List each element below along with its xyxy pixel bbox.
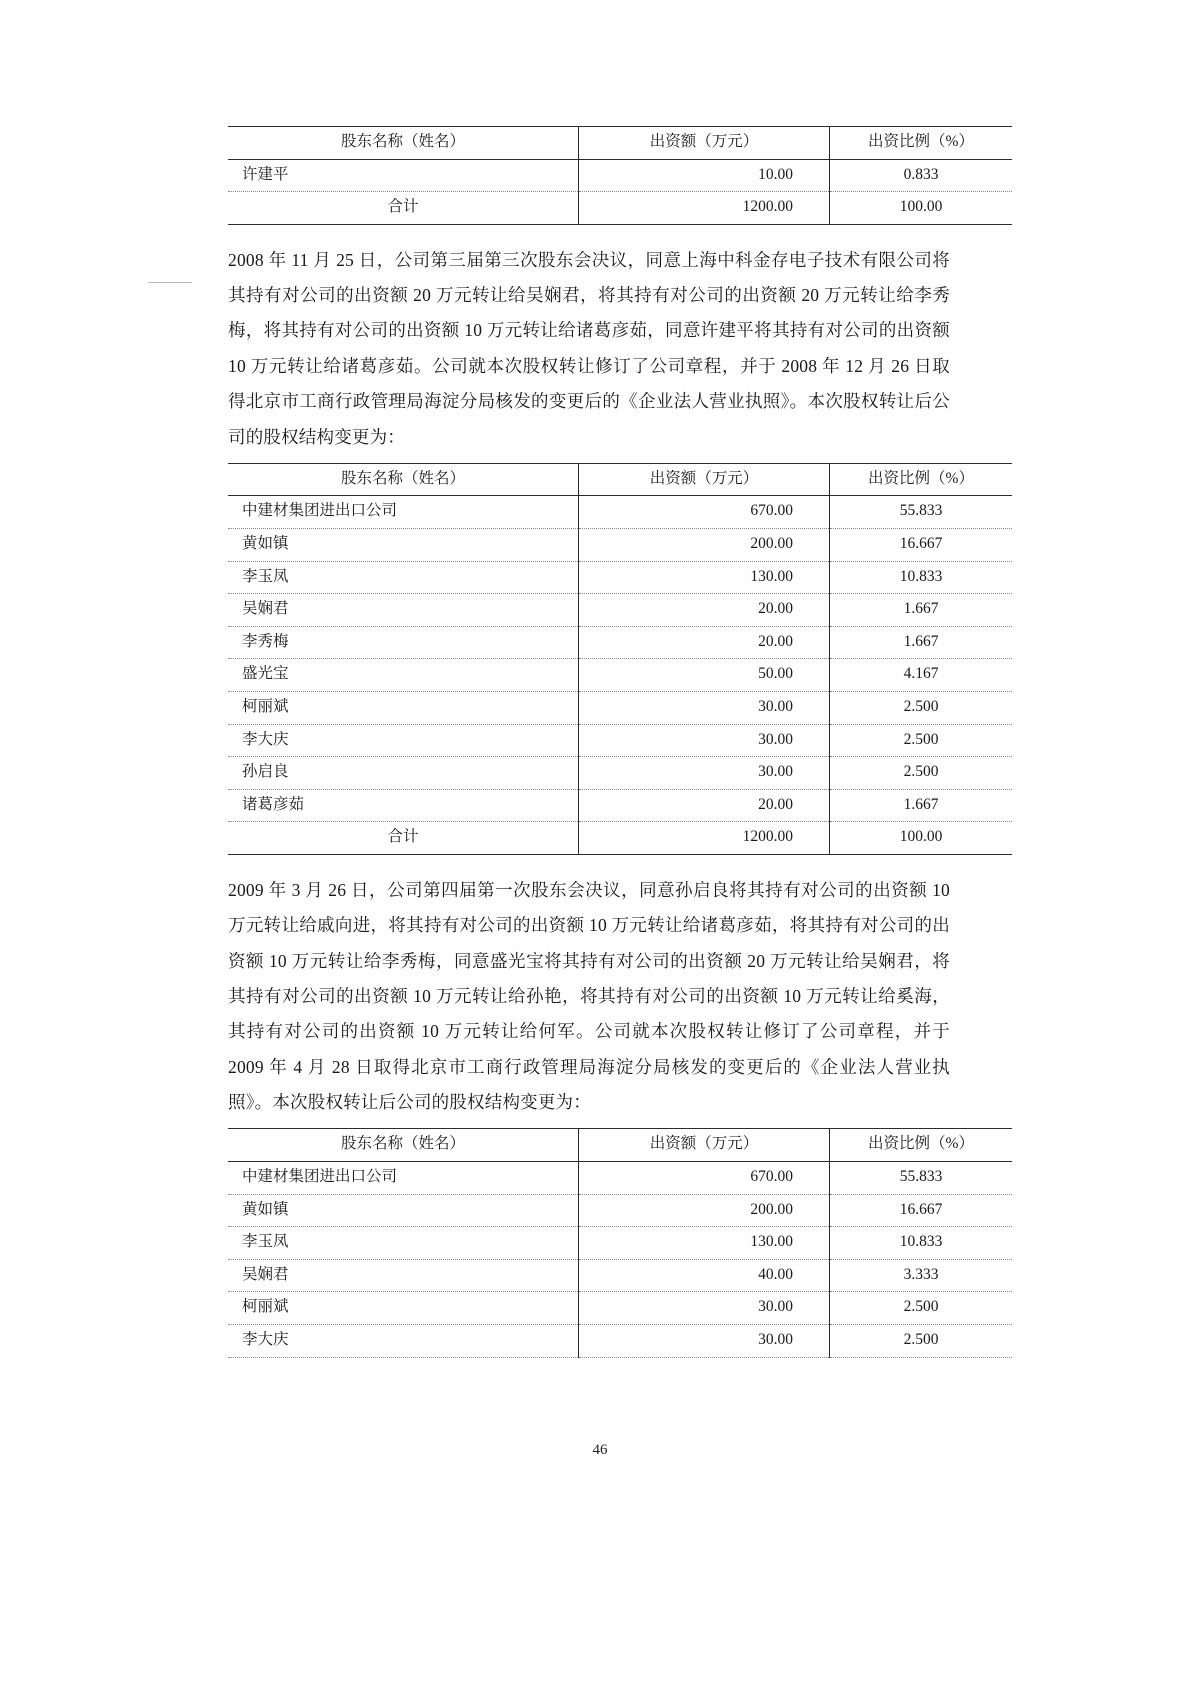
cell-total-amount: 1200.00 xyxy=(579,192,830,225)
cell-shareholder-name: 盛光宝 xyxy=(228,659,579,692)
table-row xyxy=(228,1194,1012,1227)
header-shareholder-name: 股东名称（姓名） xyxy=(228,463,579,496)
cell-total-amount: 1200.00 xyxy=(579,822,830,855)
cell-shareholder-name: 吴娴君 xyxy=(228,594,579,627)
cell-contribution-percent: 2.500 xyxy=(830,692,1013,725)
cell-contribution-amount: 30.00 xyxy=(579,1324,830,1357)
table-row xyxy=(228,1324,1012,1357)
table-row xyxy=(228,594,1012,627)
table-row xyxy=(228,561,1012,594)
cell-shareholder-name: 中建材集团进出口公司 xyxy=(228,1161,579,1194)
cell-total-percent: 100.00 xyxy=(830,192,1013,225)
cell-contribution-amount: 30.00 xyxy=(579,724,830,757)
cell-total-percent: 100.00 xyxy=(830,822,1013,855)
cell-contribution-percent: 1.667 xyxy=(830,594,1013,627)
shareholder-table-2009 xyxy=(228,1128,1012,1357)
cell-contribution-percent: 16.667 xyxy=(830,529,1013,562)
cell-shareholder-name: 李大庆 xyxy=(228,724,579,757)
header-contribution-percent: 出资比例（%） xyxy=(830,463,1013,496)
table-row xyxy=(228,626,1012,659)
header-contribution-amount: 出资额（万元） xyxy=(579,1129,830,1162)
cell-contribution-percent: 2.500 xyxy=(830,724,1013,757)
shareholder-table-2008 xyxy=(228,463,1012,855)
cell-shareholder-name: 许建平 xyxy=(228,159,579,192)
cell-contribution-percent: 55.833 xyxy=(830,496,1013,529)
table-header-row xyxy=(228,1129,1012,1162)
table-row xyxy=(228,159,1012,192)
cell-shareholder-name: 孙启良 xyxy=(228,757,579,790)
cell-contribution-amount: 200.00 xyxy=(579,529,830,562)
cell-contribution-percent: 2.500 xyxy=(830,1324,1013,1357)
cell-shareholder-name: 中建材集团进出口公司 xyxy=(228,496,579,529)
cell-shareholder-name: 李秀梅 xyxy=(228,626,579,659)
header-shareholder-name: 股东名称（姓名） xyxy=(228,1129,579,1162)
cell-contribution-percent: 10.833 xyxy=(830,561,1013,594)
cell-contribution-percent: 1.667 xyxy=(830,626,1013,659)
header-contribution-percent: 出资比例（%） xyxy=(830,127,1013,160)
cell-total-label: 合计 xyxy=(228,822,579,855)
cell-shareholder-name: 柯丽斌 xyxy=(228,1292,579,1325)
table-header-row xyxy=(228,127,1012,160)
cell-contribution-percent: 3.333 xyxy=(830,1259,1013,1292)
paragraph-2008-resolution: 2008 年 11 月 25 日，公司第三届第三次股东会决议，同意上海中科金存电子技术有限公司将其持有对公司的出资额 20 万元转让给吴娴君，将其持有对公司的出资额 20 万元转让给李秀梅，将其持有对公司的出资额 10 万元转让给诸葛彦茹，同意许建平将其持有对公司的出资额 10 万元转让给诸葛彦茹。公司就本次股权转让修订了公司章程，并于 2008 年 12 月 26 日取得北京市工商行政管理局海淀分局核发的变更后的《企业法人营业执照》。本次股权转让后公司的股权结构变更为： xyxy=(228,249,950,447)
cell-contribution-amount: 30.00 xyxy=(579,692,830,725)
cell-shareholder-name: 李玉凤 xyxy=(228,561,579,594)
cell-shareholder-name: 吴娴君 xyxy=(228,1259,579,1292)
table-row xyxy=(228,529,1012,562)
cell-shareholder-name: 李玉凤 xyxy=(228,1227,579,1260)
cell-contribution-percent: 2.500 xyxy=(830,757,1013,790)
cell-contribution-amount: 130.00 xyxy=(579,561,830,594)
cell-contribution-amount: 20.00 xyxy=(579,626,830,659)
cell-contribution-percent: 2.500 xyxy=(830,1292,1013,1325)
table-total-row xyxy=(228,822,1012,855)
table-row xyxy=(228,789,1012,822)
page-content xyxy=(228,126,974,1358)
table-row xyxy=(228,1161,1012,1194)
cell-total-label: 合计 xyxy=(228,192,579,225)
cell-contribution-amount: 40.00 xyxy=(579,1259,830,1292)
cell-contribution-amount: 670.00 xyxy=(579,496,830,529)
cell-contribution-percent: 1.667 xyxy=(830,789,1013,822)
table-header-row xyxy=(228,463,1012,496)
shareholder-table-top xyxy=(228,126,1012,225)
cell-shareholder-name: 黄如镇 xyxy=(228,1194,579,1227)
cell-shareholder-name: 柯丽斌 xyxy=(228,692,579,725)
cell-contribution-percent: 0.833 xyxy=(830,159,1013,192)
table-row xyxy=(228,1259,1012,1292)
table-row xyxy=(228,692,1012,725)
cell-shareholder-name: 黄如镇 xyxy=(228,529,579,562)
paragraph-2009-resolution: 2009 年 3 月 26 日，公司第四届第一次股东会决议，同意孙启良将其持有对公司的出资额 10 万元转让给戚向进，将其持有对公司的出资额 10 万元转让给诸葛彦茹，将其持有对公司的出资额 10 万元转让给李秀梅，同意盛光宝将其持有对公司的出资额 20 万元转让给吴娴君，将其持有对公司的出资额 10 万元转让给孙艳，将其持有对公司的出资额 10 万元转让给奚海，其持有对公司的出资额 10 万元转让给何军。公司就本次股权转让修订了公司章程，并于 2009 年 4 月 28 日取得北京市工商行政管理局海淀分局核发的变更后的《企业法人营业执照》。本次股权转让后公司的股权结构变更为： xyxy=(228,879,950,1113)
table-row xyxy=(228,724,1012,757)
header-contribution-amount: 出资额（万元） xyxy=(579,127,830,160)
header-contribution-percent: 出资比例（%） xyxy=(830,1129,1013,1162)
table-row xyxy=(228,496,1012,529)
table-row xyxy=(228,1227,1012,1260)
cell-contribution-amount: 50.00 xyxy=(579,659,830,692)
cell-contribution-amount: 20.00 xyxy=(579,789,830,822)
table-row xyxy=(228,757,1012,790)
header-contribution-amount: 出资额（万元） xyxy=(579,463,830,496)
table-total-row xyxy=(228,192,1012,225)
page-number: 46 xyxy=(592,1442,608,1458)
cell-contribution-amount: 20.00 xyxy=(579,594,830,627)
table-row xyxy=(228,1292,1012,1325)
cell-shareholder-name: 诸葛彦茹 xyxy=(228,789,579,822)
cell-shareholder-name: 李大庆 xyxy=(228,1324,579,1357)
cell-contribution-percent: 10.833 xyxy=(830,1227,1013,1260)
cell-contribution-percent: 16.667 xyxy=(830,1194,1013,1227)
cell-contribution-amount: 10.00 xyxy=(579,159,830,192)
cell-contribution-amount: 200.00 xyxy=(579,1194,830,1227)
cell-contribution-amount: 670.00 xyxy=(579,1161,830,1194)
margin-tick-mark xyxy=(148,282,192,283)
cell-contribution-percent: 4.167 xyxy=(830,659,1013,692)
cell-contribution-amount: 130.00 xyxy=(579,1227,830,1260)
cell-contribution-amount: 30.00 xyxy=(579,757,830,790)
cell-contribution-percent: 55.833 xyxy=(830,1161,1013,1194)
table-row xyxy=(228,659,1012,692)
cell-contribution-amount: 30.00 xyxy=(579,1292,830,1325)
header-shareholder-name: 股东名称（姓名） xyxy=(228,127,579,160)
